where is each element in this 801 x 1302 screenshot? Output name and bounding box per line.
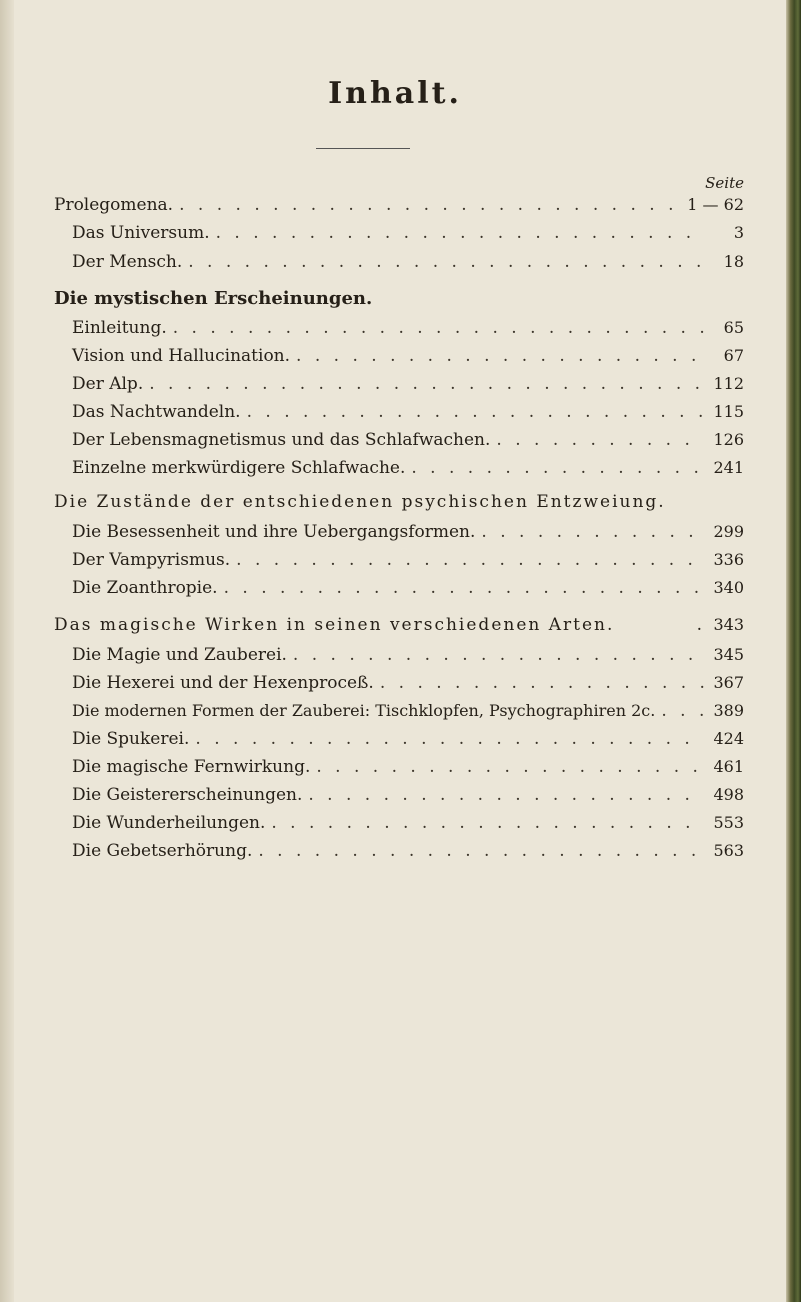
page-column-header: Seite xyxy=(705,174,744,192)
toc-page-number: 126 xyxy=(713,430,744,449)
toc-entry[interactable] xyxy=(72,374,744,400)
toc-entry-label: Die Spukerei. xyxy=(72,729,190,749)
toc-entry-label: Einleitung. xyxy=(72,318,167,338)
toc-entry-section[interactable] xyxy=(54,615,744,635)
toc-entry[interactable] xyxy=(72,318,744,344)
toc-page-range: 1 — 62 xyxy=(687,195,744,214)
leader-dots xyxy=(224,578,704,598)
leader-dots xyxy=(380,673,704,693)
toc-entry[interactable] xyxy=(72,430,744,456)
toc-entry-prolegomena[interactable] xyxy=(54,195,744,221)
toc-page-number: 299 xyxy=(713,522,744,541)
toc-entry[interactable] xyxy=(72,785,744,811)
toc-entry[interactable] xyxy=(72,252,744,278)
section-heading: Die Zustände der entschiedenen psychischen Entzweiung. xyxy=(54,492,666,512)
toc-entry-label: Die Hexerei und der Hexenproceß. xyxy=(72,673,374,693)
leader-dots xyxy=(271,813,704,833)
leader-dots xyxy=(481,522,704,542)
leader-dots: . xyxy=(696,615,706,635)
toc-page-number: 367 xyxy=(713,673,744,692)
toc-entry-label: Die magische Fernwirkung. xyxy=(72,757,311,777)
toc-page-number: 115 xyxy=(713,402,744,421)
toc-page-number: 343 xyxy=(713,615,744,634)
toc-entry[interactable] xyxy=(72,841,744,867)
toc-entry-label: Prolegomena. xyxy=(54,195,174,215)
leader-dots xyxy=(316,757,704,777)
toc-entry[interactable] xyxy=(72,223,744,249)
toc-entry[interactable] xyxy=(72,578,744,604)
leader-dots xyxy=(188,252,704,272)
leader-dots xyxy=(247,402,704,422)
leader-dots xyxy=(293,645,704,665)
toc-entry-label: Die modernen Formen der Zauberei: Tischklopfen, Psychographiren 2c. xyxy=(72,701,656,720)
toc-page-number: 345 xyxy=(713,645,744,664)
toc-page-number: 241 xyxy=(713,458,744,477)
leader-dots xyxy=(258,841,704,861)
toc-entry-label: Vision und Hallucination. xyxy=(72,346,291,366)
toc-entry[interactable] xyxy=(72,346,744,372)
toc-entry-label: Das magische Wirken in seinen verschiedenen Arten. xyxy=(54,615,615,635)
toc-entry-label: Die Geistererscheinungen. xyxy=(72,785,303,805)
toc-entry[interactable] xyxy=(72,757,744,783)
toc-entry[interactable] xyxy=(72,701,744,727)
toc-page-number: 389 xyxy=(713,701,744,720)
toc-entry[interactable] xyxy=(72,673,744,699)
toc-entry[interactable] xyxy=(72,522,744,548)
leader-dots xyxy=(296,346,704,366)
toc-entry-label: Die Wunderheilungen. xyxy=(72,813,266,833)
toc-page-number: 18 xyxy=(723,252,744,271)
toc-page-number: 67 xyxy=(723,346,744,365)
leader-dots xyxy=(661,701,704,721)
toc-page-number: 340 xyxy=(713,578,744,597)
toc-entry[interactable] xyxy=(72,813,744,839)
toc-entry-label: Das Nachtwandeln. xyxy=(72,402,241,422)
book-binding-edge xyxy=(786,0,801,1302)
toc-page-number: 461 xyxy=(713,757,744,776)
toc-page-number: 65 xyxy=(723,318,744,337)
toc-page-number: 336 xyxy=(713,550,744,569)
toc-page-number: 498 xyxy=(713,785,744,804)
toc-entry[interactable] xyxy=(72,550,744,576)
section-heading: Die mystischen Erscheinungen. xyxy=(54,288,373,309)
toc-entry-label: Der Alp. xyxy=(72,374,144,394)
toc-entry-label: Der Mensch. xyxy=(72,252,183,272)
page-title: Inhalt. xyxy=(328,76,462,111)
leader-dots xyxy=(308,785,704,805)
leader-dots xyxy=(195,729,704,749)
toc-page-number: 424 xyxy=(713,729,744,748)
title-rule xyxy=(316,148,410,149)
toc-entry-label: Die Magie und Zauberei. xyxy=(72,645,287,665)
leader-dots xyxy=(496,430,704,450)
leader-dots xyxy=(236,550,704,570)
page-gutter-shadow xyxy=(0,0,14,1302)
toc-entry-label: Der Vampyrismus. xyxy=(72,550,231,570)
toc-entry-label: Die Besessenheit und ihre Uebergangsformen. xyxy=(72,522,476,542)
leader-dots xyxy=(216,223,704,243)
toc-page-number: 553 xyxy=(713,813,744,832)
toc-entry-label: Die Zoanthropie. xyxy=(72,578,218,598)
toc-entry-label: Die Gebetserhörung. xyxy=(72,841,253,861)
leader-dots xyxy=(179,195,681,215)
toc-page-number: 112 xyxy=(713,374,744,393)
toc-entry-label: Einzelne merkwürdigere Schlafwache. xyxy=(72,458,406,478)
toc-entry[interactable] xyxy=(72,402,744,428)
leader-dots xyxy=(411,458,704,478)
toc-entry-label: Das Universum. xyxy=(72,223,210,243)
toc-page-number: 563 xyxy=(713,841,744,860)
leader-dots xyxy=(173,318,704,338)
toc-page-number: 3 xyxy=(733,223,744,242)
toc-entry[interactable] xyxy=(72,729,744,755)
toc-entry-label: Der Lebensmagnetismus und das Schlafwachen. xyxy=(72,430,491,450)
toc-entry[interactable] xyxy=(72,458,744,484)
leader-dots xyxy=(149,374,704,394)
toc-entry[interactable] xyxy=(72,645,744,671)
